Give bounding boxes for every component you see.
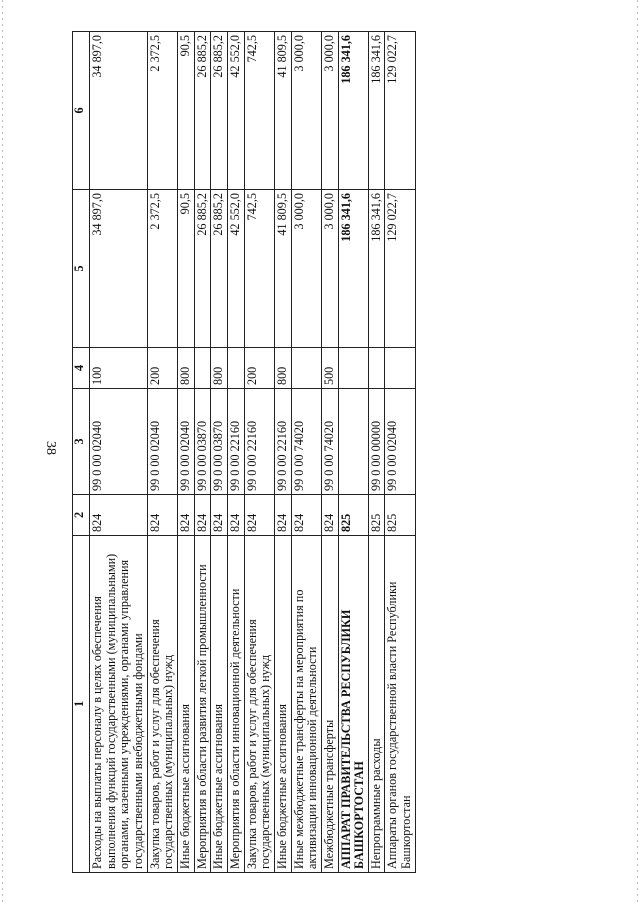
cell-code: 825 [385,495,415,536]
cell-expense-type: 200 [244,348,274,389]
cell-amount-col5: 41 809,5 [274,190,291,348]
cell-amount-col6: 3 000,0 [291,32,321,190]
cell-name: Иные межбюджетные трансферты на мероприятия по активизации инновационной деятельности [291,536,321,873]
cell-amount-col5: 3 000,0 [291,190,321,348]
budget-table [72,31,416,873]
cell-amount-col6: 26 885,2 [211,32,228,190]
cell-code: 824 [244,495,274,536]
header-col-3: 3 [73,389,90,495]
cell-target-article: 99 0 00 02040 [177,389,194,495]
cell-code: 825 [338,495,368,536]
cell-amount-col5: 3 000,0 [321,190,338,348]
cell-amount-col6: 26 885,2 [194,32,211,190]
cell-target-article: 99 0 00 03870 [211,389,228,495]
cell-expense-type [291,348,321,389]
cell-expense-type [368,348,385,389]
cell-expense-type [194,348,211,389]
page-number: 38 [43,441,58,455]
cell-name: АППАРАТ ПРАВИТЕЛЬСТВА РЕСПУБЛИКИ БАШКОРТОСТАН [338,536,368,873]
header-col-1: 1 [73,536,90,873]
table-row [385,32,415,873]
cell-name: Иные бюджетные ассигнования [274,536,291,873]
cell-amount-col5: 26 885,2 [211,190,228,348]
cell-name: Непрограммные расходы [368,536,385,873]
cell-amount-col6: 186 341,6 [368,32,385,190]
cell-expense-type [227,348,244,389]
cell-code: 824 [211,495,228,536]
cell-code: 824 [227,495,244,536]
header-col-5: 5 [73,190,90,348]
cell-expense-type [338,348,368,389]
scan-edge-left [2,0,3,905]
table-row [321,32,338,873]
table-row [227,32,244,873]
cell-expense-type: 500 [321,348,338,389]
cell-amount-col5: 186 341,6 [368,190,385,348]
cell-name: Расходы на выплаты персоналу в целях обеспечения выполнения функций государственными (муниципальными) органами, казенными учреждениями, органами управления государственными внебюджетными фондами [90,536,148,873]
cell-amount-col5: 26 885,2 [194,190,211,348]
cell-amount-col5: 34 897,0 [90,190,148,348]
cell-name: Мероприятия в области инновационной деятельности [227,536,244,873]
cell-amount-col6: 3 000,0 [321,32,338,190]
cell-target-article: 99 0 00 22160 [227,389,244,495]
cell-name: Аппараты органов государственной власти Республики Башкортостан [385,536,415,873]
cell-target-article: 99 0 00 74020 [321,389,338,495]
cell-amount-col6: 129 022,7 [385,32,415,190]
table-row [147,32,177,873]
cell-target-article: 99 0 00 02040 [147,389,177,495]
cell-code: 824 [90,495,148,536]
cell-code: 824 [177,495,194,536]
cell-code: 824 [194,495,211,536]
cell-target-article: 99 0 00 03870 [194,389,211,495]
table-row [90,32,148,873]
cell-name: Межбюджетные трансферты [321,536,338,873]
cell-code: 824 [274,495,291,536]
cell-expense-type: 800 [211,348,228,389]
cell-target-article: 99 0 00 74020 [291,389,321,495]
cell-name: Мероприятия в области развития легкой промышленности [194,536,211,873]
cell-amount-col6: 742,5 [244,32,274,190]
table-row [211,32,228,873]
header-col-4: 4 [73,348,90,389]
cell-expense-type: 200 [147,348,177,389]
header-col-2: 2 [73,495,90,536]
table-row [338,32,368,873]
cell-amount-col5: 90,5 [177,190,194,348]
table-row [194,32,211,873]
cell-amount-col6: 2 372,5 [147,32,177,190]
cell-amount-col5: 42 552,0 [227,190,244,348]
table-body [90,32,416,873]
budget-table-rotated [72,32,592,873]
cell-code: 824 [321,495,338,536]
header-col-6: 6 [73,32,90,190]
cell-amount-col5: 742,5 [244,190,274,348]
table-row [177,32,194,873]
cell-expense-type: 800 [177,348,194,389]
cell-name: Иные бюджетные ассигнования [211,536,228,873]
table-row [291,32,321,873]
cell-name: Закупка товаров, работ и услуг для обеспечения государственных (муниципальных) нужд [244,536,274,873]
cell-amount-col5: 129 022,7 [385,190,415,348]
cell-target-article: 99 0 00 22160 [244,389,274,495]
cell-expense-type: 800 [274,348,291,389]
table-header-row [73,32,90,873]
cell-amount-col6: 186 341,6 [338,32,368,190]
scan-edge-right [637,0,638,905]
cell-code: 825 [368,495,385,536]
table-row [244,32,274,873]
cell-name: Закупка товаров, работ и услуг для обеспечения государственных (муниципальных) нужд [147,536,177,873]
cell-amount-col6: 42 552,0 [227,32,244,190]
cell-target-article [338,389,368,495]
cell-target-article: 99 0 00 02040 [385,389,415,495]
cell-amount-col6: 90,5 [177,32,194,190]
cell-code: 824 [147,495,177,536]
cell-amount-col5: 186 341,6 [338,190,368,348]
cell-amount-col6: 34 897,0 [90,32,148,190]
cell-name: Иные бюджетные ассигнования [177,536,194,873]
cell-amount-col5: 2 372,5 [147,190,177,348]
cell-target-article: 99 0 00 02040 [90,389,148,495]
table-row [274,32,291,873]
cell-amount-col6: 41 809,5 [274,32,291,190]
cell-code: 824 [291,495,321,536]
cell-target-article: 99 0 00 00000 [368,389,385,495]
table-row [368,32,385,873]
cell-expense-type: 100 [90,348,148,389]
cell-expense-type [385,348,415,389]
cell-target-article: 99 0 00 22160 [274,389,291,495]
